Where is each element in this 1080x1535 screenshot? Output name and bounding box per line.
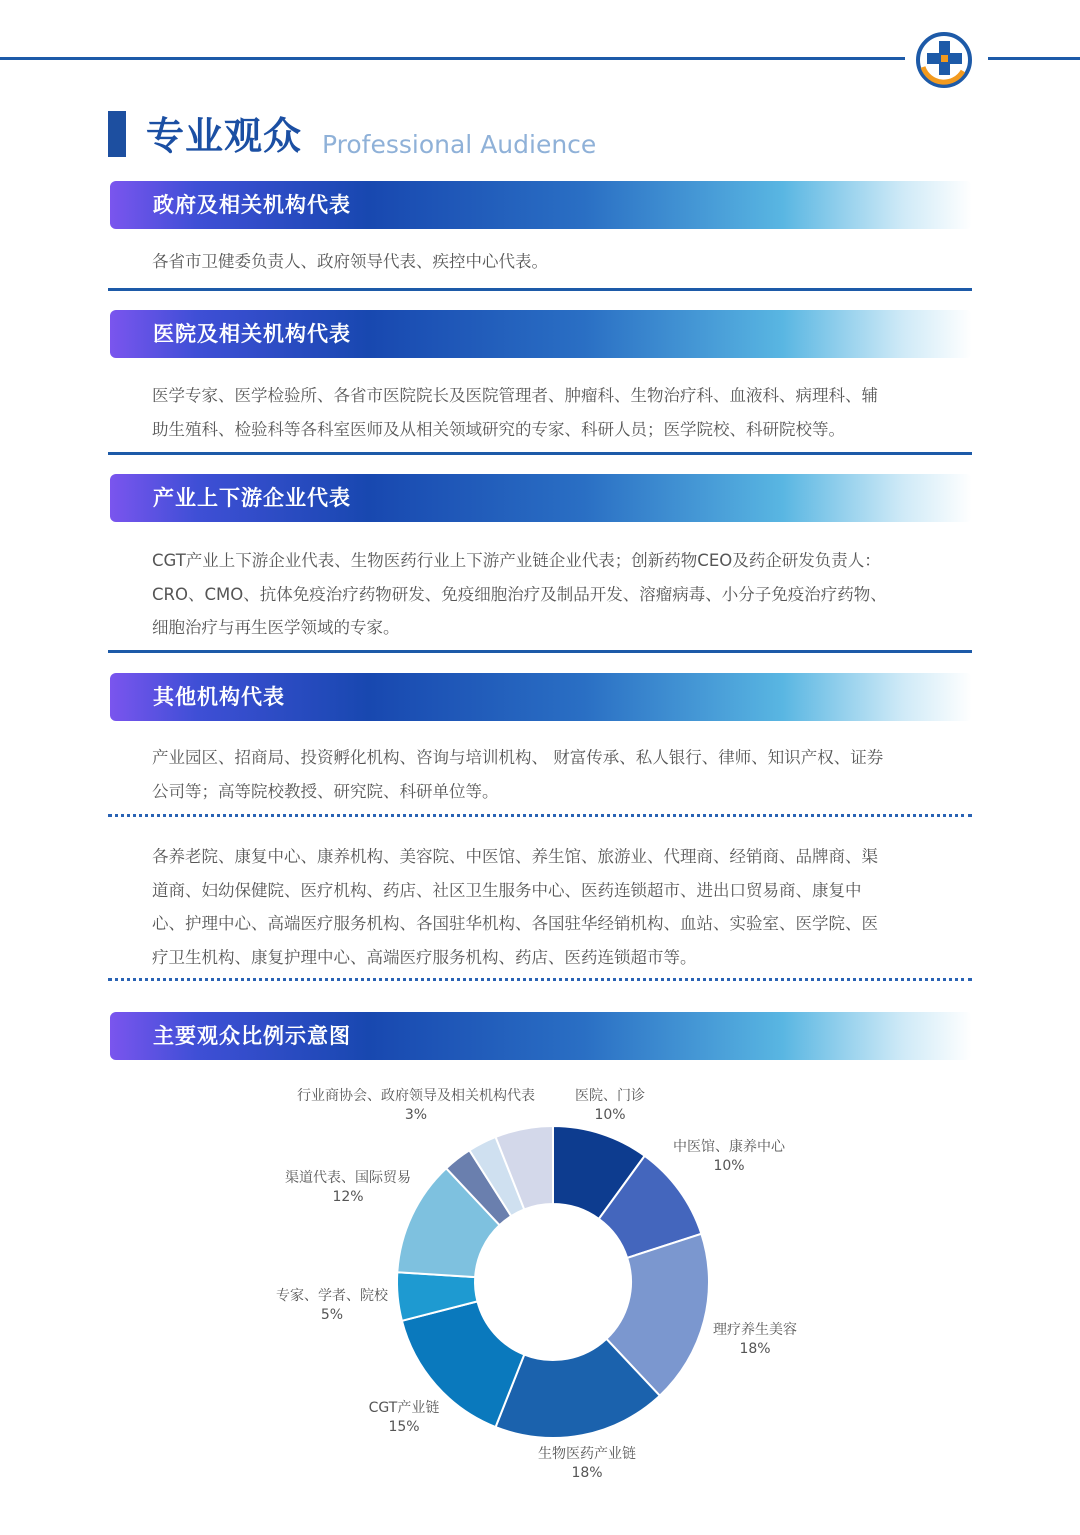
text-line: 心、护理中心、高端医疗服务机构、各国驻华机构、各国驻华经销机构、血站、实验室、医学院、医 [152,914,878,933]
text-line: 疗卫生机构、康复护理中心、高端医疗服务机构、药店、医药连锁超市等。 [152,947,697,967]
chart-label-hospital [555,1087,665,1125]
slice-percent: 18% [571,1465,603,1481]
slice-percent: 15% [388,1419,420,1435]
slice-percent: 10% [713,1158,745,1174]
medical-cross-logo-icon [915,31,973,89]
section-heading: 医院及相关机构代表 [153,322,351,346]
chart-title: 主要观众比例示意图 [153,1024,351,1048]
section-divider [108,452,972,455]
dotted-divider [108,814,972,817]
chart-label-channel [283,1169,413,1207]
slice-name: CGT产业链 [368,1400,440,1416]
section-heading: 产业上下游企业代表 [153,486,351,510]
dotted-divider [108,978,972,981]
section-text-other [152,741,962,808]
slice-percent: 12% [332,1189,364,1205]
text-line: 产业园区、招商局、投资孵化机构、咨询与培训机构、 财富传承、私人银行、律师、知识产权、证券 [152,748,884,767]
slice-name: 渠道代表、国际贸易 [285,1170,411,1186]
section-text-government [152,245,962,279]
slice-percent: 18% [739,1341,771,1357]
section-header-industry [110,474,972,522]
slice-name: 生物医药产业链 [538,1446,636,1462]
page-title: 专业观众 [146,114,303,158]
text-line: 各养老院、康复中心、康养机构、美容院、中医馆、养生馆、旅游业、代理商、经销商、品牌商、渠 [152,847,878,866]
slice-name: 专家、学者、院校 [276,1288,388,1304]
section-divider [108,650,972,653]
header-rule-left [0,57,905,60]
chart-label-industry-assoc [291,1087,541,1125]
audience-donut-chart [0,1075,1080,1515]
slice-percent: 3% [404,1107,428,1123]
section-text-industry [152,544,962,645]
slice-percent: 5% [320,1307,344,1323]
text-line: 医学专家、医学检验所、各省市医院院长及医院管理者、肿瘤科、生物治疗科、血液科、病理科、辅 [152,386,878,405]
section-divider [108,288,972,291]
slice-name: 行业商协会、政府领导及相关机构代表 [297,1088,535,1104]
page-title-english: Professional Audience [322,130,597,159]
text-line: 道商、妇幼保健院、医疗机构、药店、社区卫生服务中心、医药连锁超市、进出口贸易商、康复中 [152,880,862,900]
slice-name: 医院、门诊 [575,1088,645,1104]
slice-name: 中医馆、康养中心 [673,1139,785,1155]
text-line: 助生殖科、检验科等各科室医师及从相关领域研究的专家、科研人员；医学院校、科研院校等。 [152,419,845,439]
title-accent-bar [108,111,126,157]
section-header-chart [110,1012,972,1060]
slice-percent: 10% [594,1107,626,1123]
text-line: CRO、CMO、抗体免疫治疗药物研发、免疫细胞治疗及制品开发、溶瘤病毒、小分子免疫治疗药物、 [152,584,887,604]
section-header-government [110,181,972,229]
text-line: 细胞治疗与再生医学领域的专家。 [152,618,400,637]
section-heading: 其他机构代表 [153,685,285,709]
header-rule-right [988,57,1080,60]
section-header-hospital [110,310,972,358]
section-heading: 政府及相关机构代表 [153,193,351,217]
slice-name: 理疗养生美容 [713,1322,797,1338]
section-header-other [110,673,972,721]
section-text-hospital [152,379,962,446]
text-line: 公司等；高等院校教授、研究院、科研单位等。 [152,781,499,801]
chart-label-beauty [700,1321,810,1359]
section-text-other-extra [152,840,962,974]
chart-label-experts [267,1287,397,1325]
chart-label-tcm [664,1138,794,1176]
chart-label-biopharma [527,1445,647,1483]
chart-label-cgt [354,1399,454,1437]
text-line: CGT产业上下游企业代表、生物医药行业上下游产业链企业代表；创新药物CEO及药企研发负责人： [152,551,881,570]
text-line: 各省市卫健委负责人、政府领导代表、疾控中心代表。 [152,252,548,271]
